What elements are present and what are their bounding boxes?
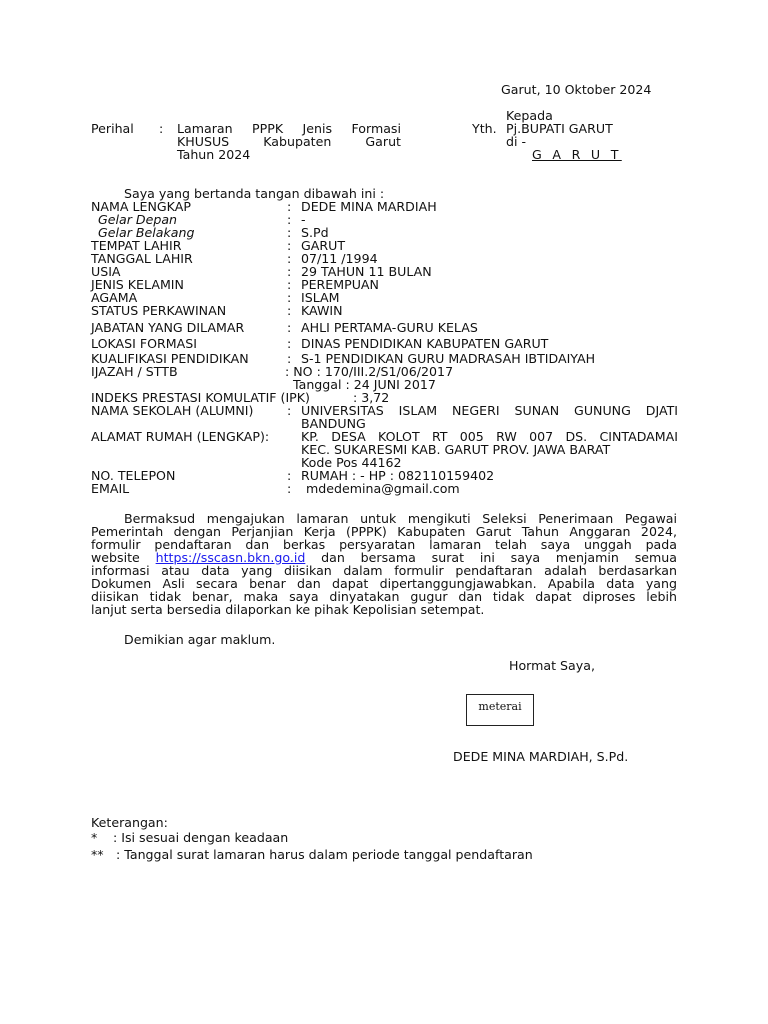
- note-1-mark: *: [91, 830, 98, 845]
- field-value-email: mdedemina@gmail.com: [306, 481, 460, 496]
- field-colon: :: [287, 212, 292, 227]
- field-value-ijazah: : NO : 170/III.2/S1/06/2017: [285, 364, 454, 379]
- field-colon: :: [287, 251, 292, 266]
- recipient-di: di -: [506, 134, 527, 149]
- body-paragraph: [91, 512, 677, 616]
- perihal-line: Tahun 2024: [177, 147, 251, 162]
- note-1-text: : Isi sesuai dengan keadaan: [113, 830, 289, 845]
- body-line: Pemerintah dengan Perjanjian Kerja (PPPK) Kabupaten Garut Tahun Anggaran 2024,: [91, 524, 677, 539]
- perihal-label: Perihal: [91, 121, 134, 136]
- notes-title: Keterangan:: [91, 815, 168, 830]
- field-label-alamat: ALAMAT RUMAH (LENGKAP):: [91, 429, 270, 444]
- field-label-ipk: INDEKS PRESTASI KOMULATIF (IPK): [91, 390, 310, 405]
- field-colon: :: [287, 303, 292, 318]
- field-value-agama: ISLAM: [301, 290, 340, 305]
- field-colon: :: [287, 468, 292, 483]
- field-value-gelar-belakang: S.Pd: [301, 225, 329, 240]
- recipient-kepada: Kepada: [506, 108, 553, 123]
- field-value-gelar-depan: -: [301, 212, 306, 227]
- field-value-lokasi: DINAS PENDIDIKAN KABUPATEN GARUT: [301, 336, 549, 351]
- meterai-box: [466, 694, 534, 726]
- body-text: website: [91, 550, 140, 565]
- field-value-ipk: : 3,72: [353, 390, 390, 405]
- body-text: dan bersama surat ini saya menjamin semua: [321, 550, 677, 565]
- field-label-agama: AGAMA: [91, 290, 138, 305]
- perihal-text: [177, 122, 401, 161]
- recipient-yth: Yth.: [472, 121, 497, 136]
- field-label-status: STATUS PERKAWINAN: [91, 303, 227, 318]
- field-value-alamat-3: Kode Pos 44162: [301, 455, 402, 470]
- field-label-gelar-depan: Gelar Depan: [98, 212, 178, 227]
- field-colon: :: [287, 403, 292, 418]
- field-label-ijazah: IJAZAH / STTB: [91, 364, 178, 379]
- field-label-usia: USIA: [91, 264, 121, 279]
- field-value-ijazah-tanggal: Tanggal : 24 JUNI 2017: [293, 377, 436, 392]
- field-value-jabatan: AHLI PERTAMA-GURU KELAS: [301, 320, 478, 335]
- field-label-jabatan: JABATAN YANG DILAMAR: [91, 320, 245, 335]
- recipient-city: G A R U T: [532, 147, 622, 162]
- field-label-gelar-belakang: Gelar Belakang: [98, 225, 195, 240]
- field-value-tempat-lahir: GARUT: [301, 238, 346, 253]
- field-label-email: EMAIL: [91, 481, 130, 496]
- field-colon: :: [287, 264, 292, 279]
- field-label-sekolah: NAMA SEKOLAH (ALUMNI): [91, 403, 254, 418]
- field-value-status: KAWIN: [301, 303, 343, 318]
- field-value-kualifikasi: S-1 PENDIDIKAN GURU MADRASAH IBTIDAIYAH: [301, 351, 596, 366]
- field-label-jenis-kelamin: JENIS KELAMIN: [91, 277, 184, 292]
- field-value-tanggal-lahir: 07/11 /1994: [301, 251, 378, 266]
- field-colon: :: [287, 277, 292, 292]
- salutation: Hormat Saya,: [509, 658, 595, 673]
- field-value-sekolah-1: UNIVERSITAS ISLAM NEGERI SUNAN GUNUNG DJATI: [301, 403, 678, 418]
- note-2-text: : Tanggal surat lamaran harus dalam periode tanggal pendaftaran: [116, 847, 533, 862]
- field-colon: :: [287, 351, 292, 366]
- closing-text: Demikian agar maklum.: [124, 632, 276, 647]
- body-line: diisikan tidak benar, maka saya dinyatakan gugur dan tidak dapat diproses lebih: [91, 589, 677, 604]
- field-label-telepon: NO. TELEPON: [91, 468, 176, 483]
- note-2-mark: **: [91, 847, 104, 862]
- field-value-sekolah-2: BANDUNG: [301, 416, 366, 431]
- meterai-label: meterai: [478, 700, 522, 713]
- recipient-name: Pj.BUPATI GARUT: [506, 121, 613, 136]
- body-line: informasi atau data yang diisikan dalam formulir pendaftaran adalah berdasarkan: [91, 563, 677, 578]
- sscasn-link[interactable]: https://sscasn.bkn.go.id: [155, 550, 306, 565]
- field-colon: :: [287, 238, 292, 253]
- letter-date: Garut, 10 Oktober 2024: [501, 82, 652, 97]
- field-label-nama: NAMA LENGKAP: [91, 199, 191, 214]
- field-label-lokasi: LOKASI FORMASI: [91, 336, 197, 351]
- field-colon: :: [287, 290, 292, 305]
- field-value-usia: 29 TAHUN 11 BULAN: [301, 264, 432, 279]
- body-line: Bermaksud mengajukan lamaran untuk mengikuti Seleksi Penerimaan Pegawai: [124, 511, 677, 526]
- field-value-alamat-2: KEC. SUKARESMI KAB. GARUT PROV. JAWA BARAT: [301, 442, 611, 457]
- field-colon: :: [287, 336, 292, 351]
- field-value-telepon: RUMAH : - HP : 082110159402: [301, 468, 495, 483]
- field-value-alamat-1: KP. DESA KOLOT RT 005 RW 007 DS. CINTADAMAI: [301, 429, 678, 444]
- body-line: lanjut serta bersedia dilaporkan ke pihak Kepolisian setempat.: [91, 602, 485, 617]
- signature-name: DEDE MINA MARDIAH, S.Pd.: [453, 749, 629, 764]
- body-line: Dokumen Asli secara benar dan dapat dipertanggungjawabkan. Apabila data yang: [91, 576, 677, 591]
- field-value-jenis-kelamin: PEREMPUAN: [301, 277, 379, 292]
- perihal-line: Lamaran PPPK Jenis Formasi: [177, 121, 401, 136]
- perihal-colon: :: [159, 121, 164, 136]
- field-colon: :: [287, 320, 292, 335]
- intro-text: Saya yang bertanda tangan dibawah ini :: [124, 186, 385, 201]
- field-label-kualifikasi: KUALIFIKASI PENDIDIKAN: [91, 351, 249, 366]
- field-colon: :: [287, 225, 292, 240]
- field-colon: :: [287, 199, 292, 214]
- body-line: formulir pendaftaran dan berkas persyaratan lamaran telah saya unggah pada: [91, 537, 677, 552]
- field-colon: :: [287, 481, 292, 496]
- perihal-line: KHUSUS Kabupaten Garut: [177, 134, 401, 149]
- field-value-nama: DEDE MINA MARDIAH: [301, 199, 437, 214]
- field-label-tempat-lahir: TEMPAT LAHIR: [91, 238, 182, 253]
- field-label-tanggal-lahir: TANGGAL LAHIR: [91, 251, 193, 266]
